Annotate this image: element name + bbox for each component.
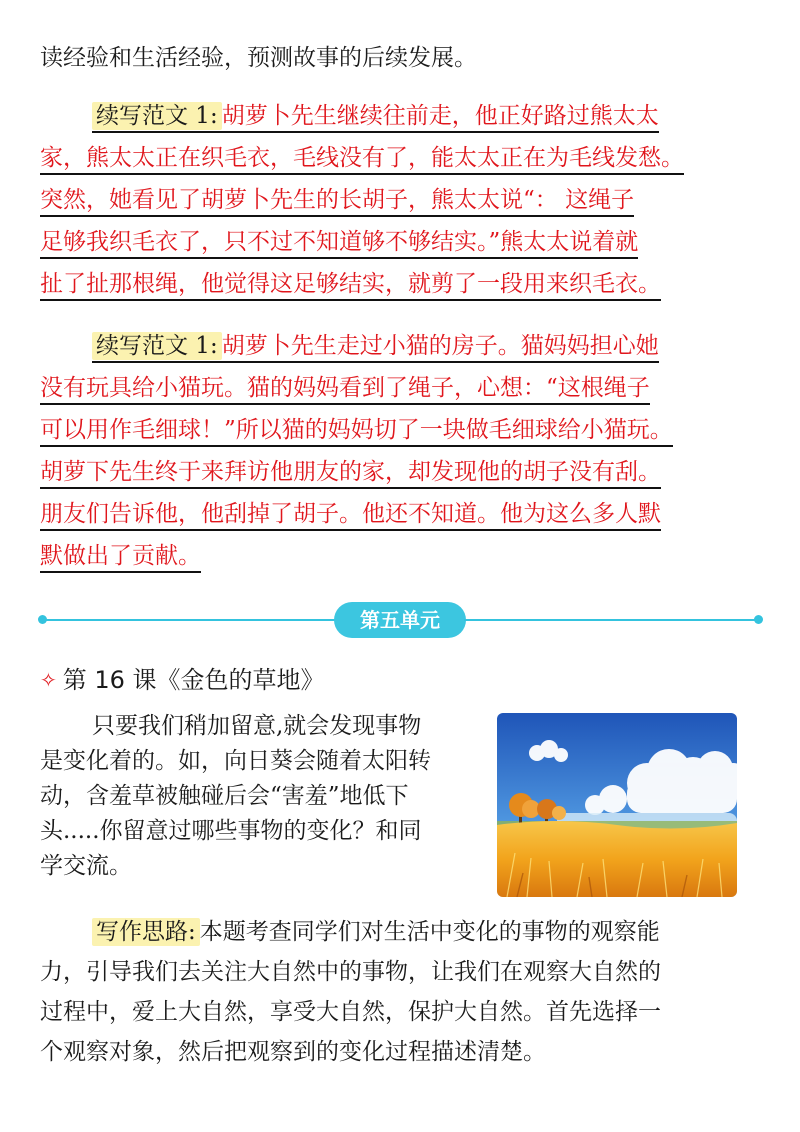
unit-badge: 第五单元 bbox=[334, 602, 466, 638]
prompt-line-4: 头.....你留意过哪些事物的变化？和同 bbox=[40, 818, 422, 844]
prompt-line-3: 动，含羞草被触碰后会“害羞”地低下 bbox=[40, 783, 409, 809]
prompt-line-5: 学交流。 bbox=[40, 853, 132, 879]
prompt-line-2: 是变化着的。如，向日葵会随着太阳转 bbox=[40, 748, 431, 774]
thinking-line-2: 力，引导我们去关注大自然中的事物，让我们在观察大自然的 bbox=[40, 959, 661, 985]
separator-line-right bbox=[464, 619, 758, 621]
sample1-line-5: 扯了扯那根绳，他觉得这足够结实，就剪了一段用来织毛衣。 bbox=[40, 269, 661, 301]
sample1-line-3: 突然，她看见了胡萝卜先生的长胡子，熊太太说“： 这绳子 bbox=[40, 185, 634, 217]
golden-meadow-illustration bbox=[497, 713, 737, 897]
thinking-line-4: 个观察对象，然后把观察到的变化过程描述清楚。 bbox=[40, 1039, 546, 1065]
sample2-line-3: 可以用作毛细球！”所以猫的妈妈切了一块做毛细球给小猫玩。 bbox=[40, 415, 673, 447]
lesson-title: ✧ 第 16 课《金色的草地》 bbox=[40, 666, 325, 694]
sample2-line-2: 没有玩具给小猫玩。猫的妈妈看到了绳子，心想：“这根绳子 bbox=[40, 373, 650, 405]
separator-dot-right bbox=[754, 615, 763, 624]
separator-line-left bbox=[44, 619, 336, 621]
sample2-line-5: 朋友们告诉他，他刮掉了胡子。他还不知道。他为这么多人默 bbox=[40, 499, 661, 531]
intro-text: 读经验和生活经验，预测故事的后续发展。 bbox=[40, 45, 477, 71]
thinking-line-1: 写作思路: 本题考查同学们对生活中变化的事物的观察能 bbox=[92, 917, 660, 947]
sample1-label: 续写范文 1: bbox=[92, 102, 222, 130]
sample2-line-4: 胡萝下先生终于来拜访他朋友的家，却发现他的胡子没有刮。 bbox=[40, 457, 661, 489]
prompt-line-1: 只要我们稍加留意,就会发现事物 bbox=[92, 713, 422, 739]
diamond-outline-icon: ✧ bbox=[40, 668, 57, 692]
sample2-line-1: 续写范文 1: 胡萝卜先生走过小猫的房子。猫妈妈担心她 bbox=[92, 331, 659, 363]
sample1-line-4: 足够我织毛衣了，只不过不知道够不够结实。”熊太太说着就 bbox=[40, 227, 638, 259]
sample1-line-1: 续写范文 1: 胡萝卜先生继续往前走，他正好路过熊太太 bbox=[92, 101, 659, 133]
thinking-label: 写作思路: bbox=[92, 918, 200, 946]
thinking-line-3: 过程中，爱上大自然，享受大自然，保护大自然。首先选择一 bbox=[40, 999, 661, 1025]
sample2-label: 续写范文 1: bbox=[92, 332, 222, 360]
sample1-line-2: 家，熊太太正在织毛衣，毛线没有了，能太太正在为毛线发愁。 bbox=[40, 143, 684, 175]
sample2-line-6: 默做出了贡献。 bbox=[40, 541, 201, 573]
